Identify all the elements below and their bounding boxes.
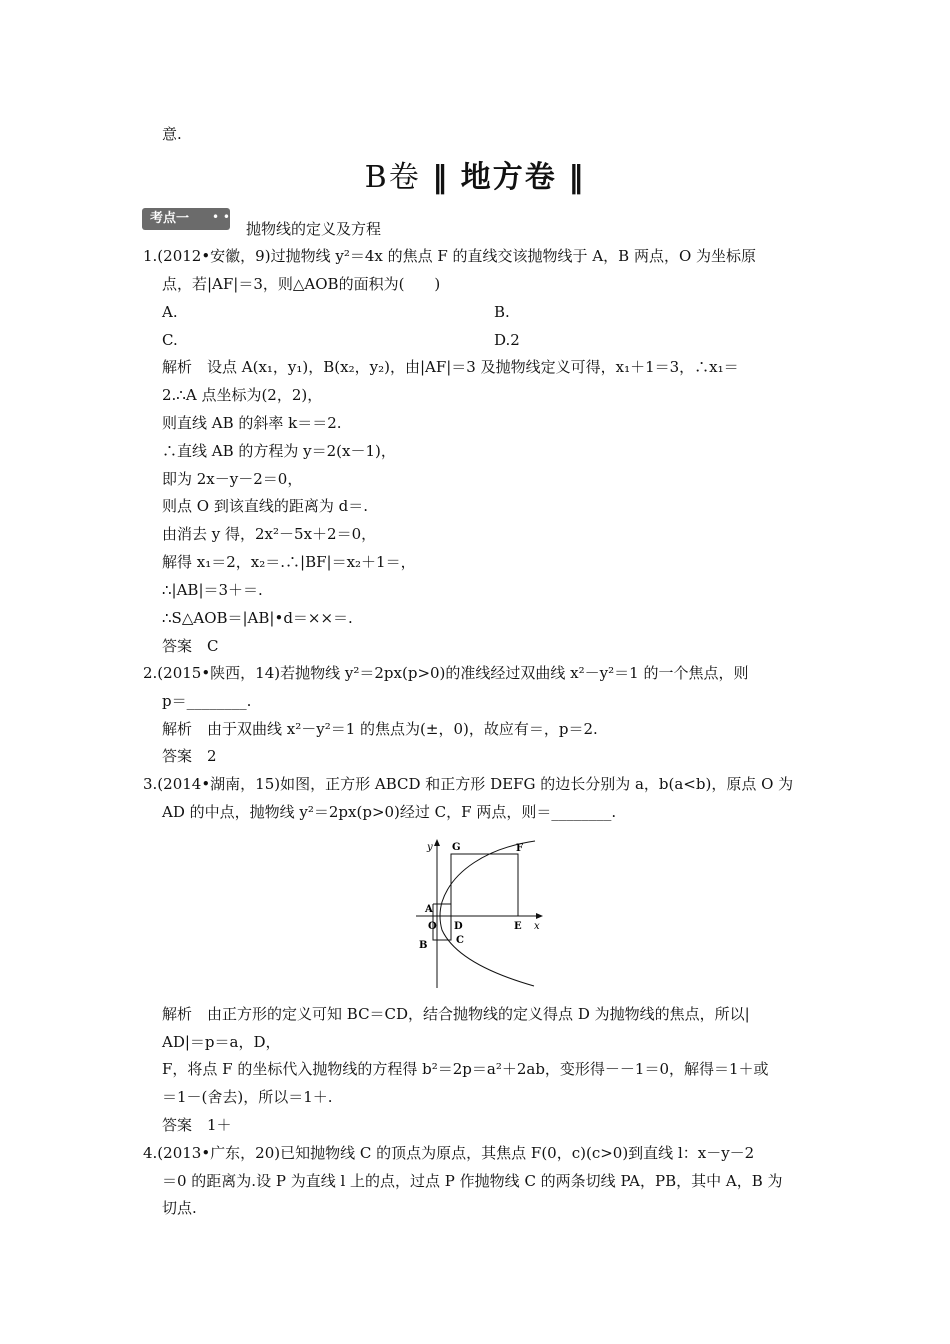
q1-solution-line: ∴直线 AB 的方程为 y＝2(x－1)，	[162, 442, 396, 460]
topic-badge-dots: • •	[212, 210, 230, 224]
figure-label-e: E	[514, 921, 522, 932]
q1-answer: 答案 C	[162, 637, 219, 655]
q1-stem-line2: 点，若|AF|＝3，则△AOB的面积为( )	[162, 275, 441, 293]
topic-badge: 考点一	[142, 208, 230, 230]
x-axis-arrow	[536, 913, 543, 919]
section-title-part-a: B卷	[364, 160, 421, 195]
q3-solution-line: 解析 由正方形的定义可知 BC＝CD，结合抛物线的定义得点 D 为抛物线的焦点，所以|	[162, 1005, 750, 1023]
figure-label-b: B	[419, 940, 428, 951]
section-title-bar: ‖	[432, 160, 450, 195]
q1-solution-line: 则直线 AB 的斜率 k＝＝2.	[162, 414, 342, 432]
q4-stem-line2: ＝0 的距离为.设 P 为直线 l 上的点，过点 P 作抛物线 C 的两条切线 PA，PB，其中 A，B 为	[162, 1172, 783, 1190]
figure-label-x: x	[534, 921, 540, 932]
figure-label-d: D	[454, 921, 463, 932]
q4-stem-line1: 4.(2013•广东，20)已知抛物线 C 的顶点为原点，其焦点 F(0，c)(c>0)到直线 l：x－y－2	[143, 1144, 755, 1162]
parabola-square-figure	[412, 836, 552, 992]
figure-label-g: G	[452, 842, 461, 853]
q1-solution-line: ∴|AB|＝3＋＝.	[162, 581, 263, 599]
q2-solution-line: 解析 由于双曲线 x²－y²＝1 的焦点为(±，0)，故应有＝，p＝2.	[162, 720, 598, 738]
q3-solution-line: AD|＝p＝a，D，	[162, 1033, 281, 1051]
figure-label-c: C	[456, 935, 464, 946]
topic-heading: 抛物线的定义及方程	[246, 220, 382, 238]
parabola-curve	[440, 841, 535, 986]
q3-stem-line1: 3.(2014•湖南，15)如图，正方形 ABCD 和正方形 DEFG 的边长分别为 a，b(a<b)，原点 O 为	[143, 775, 794, 793]
q2-stem-line2: p＝________.	[162, 692, 252, 710]
q1-option-b: B.	[494, 303, 510, 321]
q4-stem-line3: 切点.	[162, 1199, 197, 1217]
figure-label-y: y	[427, 842, 433, 853]
section-title-bar: ‖	[568, 160, 586, 195]
q1-solution-line: 解得 x₁＝2，x₂＝.∴|BF|＝x₂＋1＝，	[162, 553, 416, 571]
q1-option-d: D.2	[494, 331, 520, 349]
q1-option-c: C.	[162, 331, 178, 349]
section-title	[0, 160, 950, 196]
q3-solution-line: F，将点 F 的坐标代入抛物线的方程得 b²＝2p＝a²＋2ab，变形得－－1＝0，解得＝1＋或	[162, 1060, 769, 1078]
q1-solution-line: ∴S△AOB＝|AB|•d＝××＝.	[162, 609, 353, 627]
q1-option-a: A.	[162, 303, 178, 321]
q3-solution-line: ＝1－(舍去)，所以＝1＋.	[162, 1088, 333, 1106]
q1-solution-line: 即为 2x－y－2＝0，	[162, 470, 303, 488]
q1-stem-line1: 1.(2012•安徽，9)过抛物线 y²＝4x 的焦点 F 的直线交该抛物线于 A，B 两点，O 为坐标原	[143, 247, 757, 265]
q1-solution-line: 解析 设点 A(x₁，y₁)，B(x₂，y₂)，由|AF|＝3 及抛物线定义可得，x₁＋1＝3，∴x₁＝	[162, 358, 739, 376]
q1-solution-line: 则点 O 到该直线的距离为 d＝.	[162, 497, 368, 515]
q3-stem-line2: AD 的中点，抛物线 y²＝2px(p>0)经过 C，F 两点，则＝________.	[162, 803, 617, 821]
q2-answer: 答案 2	[162, 747, 217, 765]
figure-label-o: O	[428, 921, 437, 932]
figure-label-a: A	[425, 904, 433, 915]
square-defg	[451, 854, 518, 916]
figure-label-f: F	[516, 843, 524, 854]
q1-solution-line: 由消去 y 得，2x²－5x＋2＝0，	[162, 525, 377, 543]
q3-answer: 答案 1＋	[162, 1116, 232, 1134]
q1-solution-line: 2.∴A 点坐标为(2，2)，	[162, 386, 323, 404]
continued-text: 意.	[162, 125, 182, 143]
section-title-part-b: 地方卷	[460, 160, 557, 195]
y-axis-arrow	[434, 839, 440, 846]
q2-stem-line1: 2.(2015•陕西，14)若抛物线 y²＝2px(p>0)的准线经过双曲线 x²－y²＝1 的一个焦点，则	[143, 664, 749, 682]
